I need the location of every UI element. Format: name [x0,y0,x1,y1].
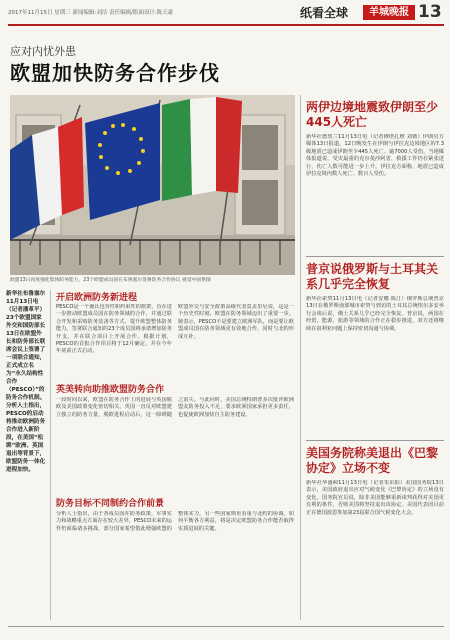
body-section-2: 一段时间以来，欧盟在防务合作上的进展与英国脱欧及美国政策变化密切相关。英国一直反对欧盟建立独立的防务力量，脱欧进程启动后，这一障碍随之消失。与此同时，美国总统特朗普多次批评欧洲盟友防务投入不足，要求欧洲国家承担更多责任，也促使欧洲加快自主防务建设。 [56,397,294,418]
lead-paragraph: 新华社布鲁塞尔11月13日电（记者潘革平）23个欧盟国家外交和国防部长13日在欧盟外长和防务部长联席会议上签署了一项联合通知，正式成立名为“永久结构性合作（PESCO）”的防务合作机制。分析人士指出，PESCO的启动将推动欧洲防务合作进入新阶段，在美国“松绑”欧洲、英国退出等背景下，欧盟防务一体化进程加快。 [6,291,46,473]
page-header [0,0,450,24]
footer-rule [8,626,444,627]
article-headline: 欧盟加快防务合作步伐 [10,61,220,85]
page-number: 13 [418,2,442,22]
photo-caption: 欧盟13日再度强化集体防务能力，23个欧盟成员国在布鲁塞尔签署防务合作协议 视觉中国供图 [10,278,211,283]
body-section-1a: PESCO是一个兼具包容性和约束性的框架，旨在进一步推动欧盟成员国在防务领域的合作，并通过联合开发和采购防务装备等方式，提升欧盟整体防务能力。签署联合通知的23个成员国将承诺增加防务开支，并在联合项目上开展合作。根据计划，PESCO的首批合作项目将于12月确定，并在今年年底前正式启动。 [56,304,172,355]
body-section-1b: 欧盟外交与安全政策高级代表莫盖里尼说，这是一个历史性时刻，欧盟在防务领域迈出了重要一步。她表示，PESCO不是要建立欧洲军队，而是要让欧盟成员国在防务领域更有效地合作，同时与北约形成互补。 [178,304,294,340]
sidebar-separator-2 [306,440,444,441]
section-title: 纸看全球 [300,6,349,20]
flags-photo [10,95,295,275]
sidebar-article-3-body: 新华社华盛顿11月13日电（记者朱东阳）美国国务院13日表示，美国政府退出应对气候变化《巴黎协定》的立场没有变化。国务院官员说，除非美国能够重新谈判获得对美国更有利的条件，否则美国将坚持退出该协定。美国代表团目前正在德国波恩参加第23届联合国气候变化大会。 [306,480,444,516]
header-rule [8,24,444,26]
sidebar-article-3-title: 美国务院称美退出《巴黎协定》立场不变 [306,446,439,475]
subhead-3: 防务目标不同制约合作前景 [56,499,165,509]
sidebar-article-1-title: 两伊边境地震致伊朗至少445人死亡 [306,100,439,129]
masthead-logo: 羊城晚报 [363,5,415,20]
body-section-3: 分析人士指出，由于各成员国在防务政策、军事实力和战略重点方面存在较大差异，PESCO未来的运作仍面临诸多挑战。部分国家希望借此增强欧盟的整体实力，另一些国家则更看重与北约的协调。如何平衡各方利益，将是决定欧盟防务合作能否取得实质进展的关键。 [56,511,294,532]
column-divider [50,290,51,620]
sidebar-article-2-title: 普京说俄罗斯与土耳其关系几乎完全恢复 [306,262,439,291]
sidebar-separator-1 [306,256,444,257]
sidebar-divider [300,95,301,620]
subhead-1: 开启欧洲防务新进程 [56,293,138,303]
subhead-2: 英美转向助推欧盟防务合作 [56,385,165,395]
issue-meta: 2017年11月15日 星期三 新闻编辑:刘洁 责任编辑/版面设计:陈天豪 [8,10,174,16]
sidebar-article-2-body: 新华社索契11月13日电（记者安娜 陈汀）俄罗斯总统普京13日在俄罗斯南部城市索契与到访的土耳其总统埃尔多安举行会谈后说，俄土关系几乎已经完全恢复。普京说，两国在经贸、能源、旅游等领域的合作正在稳步推进，双方还将继续在叙利亚问题上保持密切沟通与协调。 [306,296,444,332]
article-kicker: 应对内忧外患 [10,45,76,58]
sidebar-article-1-body: 新华社德黑兰11月13日电（记者穆塔扎维 刘锴）伊朗官方媒体13日报道，12日晚发生在伊朗与伊拉克边境地区的7.3级地震已造成伊朗至少445人死亡、逾7000人受伤。当地媒体报道说，受灾最重的克尔曼沙阿省，救援工作仍在紧张进行，伤亡人数可能进一步上升。伊拉克方面称，地震已造成伊拉克境内数人死亡、数百人受伤。 [306,134,444,178]
